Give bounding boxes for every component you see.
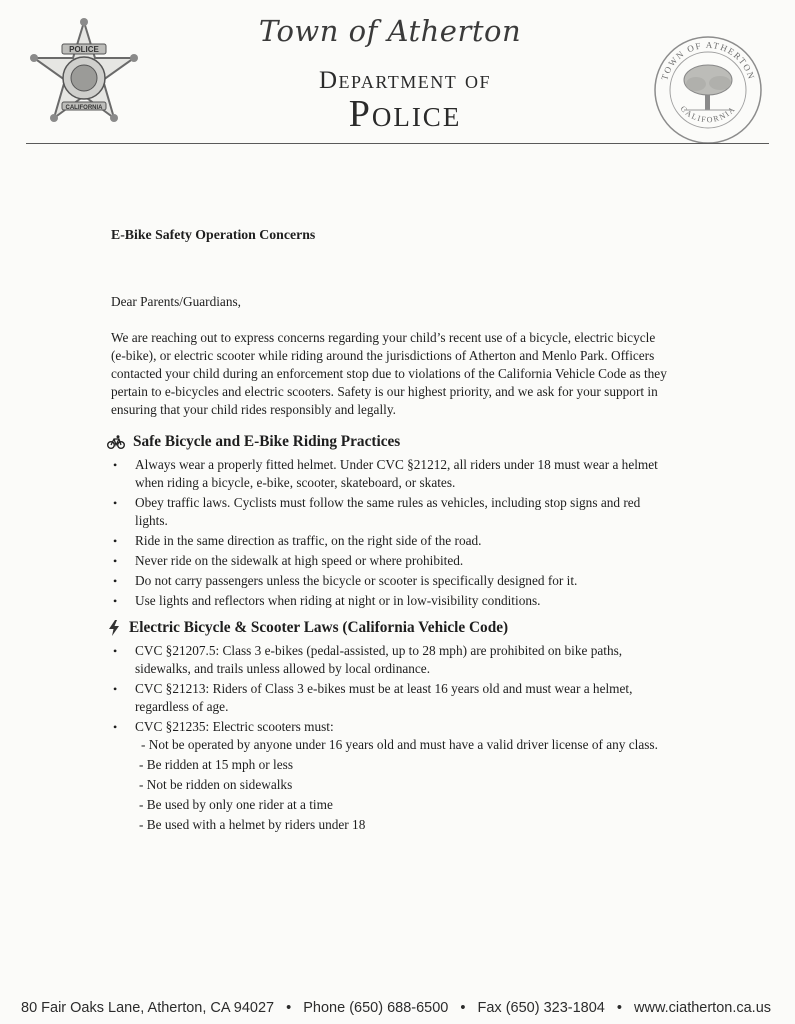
letter-body [111, 226, 671, 843]
list-item: • Always wear a properly fitted helmet. Under CVC §21212, all riders under 18 must wear a helmet when riding a bicycle, e-bike, scooter, skateboard, or skates. [111, 456, 671, 492]
section-heading-safe-riding [107, 433, 671, 451]
bicycle-icon [107, 435, 125, 449]
letterhead-footer [21, 1000, 781, 1016]
footer-website: www.ciatherton.ca.us [634, 1000, 772, 1016]
list-item: • Use lights and reflectors when riding at night or in low-visibility conditions. [111, 592, 671, 610]
footer-fax: Fax (650) 323-1804 [477, 1000, 605, 1016]
footer-separator: • [616, 1000, 622, 1016]
section-heading-text: Safe Bicycle and E-Bike Riding Practices [133, 433, 401, 450]
scooter-rule: - Be used with a helmet by riders under 18 [139, 817, 366, 832]
scooter-rule: - Be used by only one rider at a time [139, 797, 333, 812]
list-item: • CVC §21207.5: Class 3 e-bikes (pedal-assisted, up to 28 mph) are prohibited on bike paths, sidewalks, and trails unless allowed by local ordinance. [111, 642, 671, 678]
footer-phone: Phone (650) 688-6500 [303, 1000, 449, 1016]
list-item: • Do not carry passengers unless the bicycle or scooter is specifically designed for it. [111, 572, 671, 590]
list-item [111, 718, 671, 834]
department-title: Department of [318, 67, 492, 94]
seal-bottom-text: CALIFORNIA [678, 104, 738, 125]
scooter-rule: - Not be operated by anyone under 16 years old and must have a valid driver license of any class. [141, 737, 658, 752]
safe-riding-list [111, 456, 671, 610]
list-item: • Obey traffic laws. Cyclists must follow the same rules as vehicles, including stop signs and red lights. [111, 494, 671, 530]
town-seal-logo [652, 34, 764, 146]
list-item: • CVC §21213: Riders of Class 3 e-bikes must be at least 16 years old and must wear a helmet, regardless of age. [111, 680, 671, 716]
section-heading-text: Electric Bicycle & Scooter Laws (California Vehicle Code) [129, 619, 509, 636]
badge-top-text: POLICE [69, 45, 99, 54]
header-divider [26, 143, 769, 144]
ebike-laws-list [111, 642, 671, 834]
badge-bottom-text: CALIFORNIA [65, 105, 103, 111]
footer-separator: • [286, 1000, 292, 1016]
seal-top-text: TOWN OF ATHERTON [659, 39, 757, 82]
town-name: Town of Atherton [258, 14, 522, 48]
list-item: • Ride in the same direction as traffic, on the right side of the road. [111, 532, 671, 550]
letter-salutation: Dear Parents/Guardians, [111, 294, 241, 309]
letter-intro-paragraph: We are reaching out to express concerns regarding your child’s recent use of a bicycle, electric bicycle (e-bike), or electric scooter while riding around the jurisdictions of Atherton and Menlo Park. Officers contacted your child during an enforcement stop due to violations of the California Vehicle Code as they pertain to e-bicycles and electric scooters. Safety is our highest priority, and we ask for your support in ensuring that your child rides responsibly and legally. [111, 330, 667, 417]
scooter-rule: - Be ridden at 15 mph or less [139, 757, 293, 772]
letter-subject: E-Bike Safety Operation Concerns [111, 227, 316, 242]
footer-address: 80 Fair Oaks Lane, Atherton, CA 94027 [21, 1000, 275, 1016]
scooter-rules-list [135, 736, 671, 834]
police-badge-logo [26, 18, 142, 134]
list-item: • Never ride on the sidewalk at high speed or where prohibited. [111, 552, 671, 570]
scooter-rule: - Not be ridden on sidewalks [139, 777, 293, 792]
section-heading-ebike-laws [107, 619, 671, 637]
police-title: Police [348, 93, 462, 135]
lightning-icon [107, 620, 121, 636]
footer-separator: • [460, 1000, 466, 1016]
list-item-text: CVC §21235: Electric scooters must: [135, 719, 334, 734]
